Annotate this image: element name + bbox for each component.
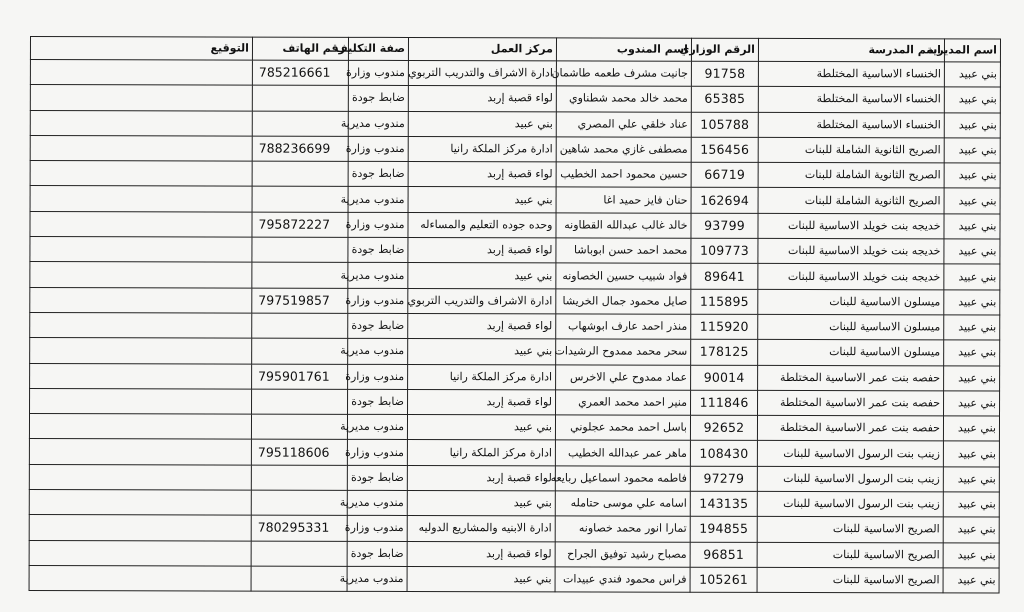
cell-work-center: وحده جوده التعليم والمساءله — [408, 212, 556, 238]
cell-school: الصريح الثانوية الشاملة للبنات — [758, 188, 944, 214]
cell-signature — [29, 490, 251, 516]
cell-school: الخنساء الاساسية المختلطة — [758, 61, 944, 87]
cell-role: مندوب وزارة — [348, 364, 408, 389]
table-row — [29, 565, 999, 593]
cell-phone — [252, 111, 348, 137]
cell-delegate-name: حنان فايز حميد اغا — [556, 187, 691, 213]
table-row — [30, 85, 1000, 113]
cell-signature — [30, 211, 252, 237]
cell-school: ميسلون الاساسية للبنات — [758, 340, 944, 366]
cell-school: زينب بنت الرسول الاساسية للبنات — [757, 441, 943, 467]
header-signature: التوقيع — [30, 37, 252, 61]
cell-directorate: بني عبيد — [943, 543, 999, 568]
cell-directorate: بني عبيد — [944, 62, 1000, 87]
cell-role: مندوب مديرية — [348, 187, 408, 212]
cell-work-center: بني عبيد — [407, 566, 555, 592]
cell-school: الصريح الاساسية للبنات — [757, 517, 943, 543]
cell-signature — [29, 515, 251, 541]
table-row — [29, 490, 999, 518]
cell-work-center: لواء قصبة إربد — [408, 86, 556, 112]
header-school: اسم المدرسة — [758, 38, 944, 61]
cell-role: مندوب مديرية — [347, 566, 407, 591]
cell-role: مندوب وزارة — [347, 440, 407, 465]
cell-work-center: بني عبيد — [407, 491, 555, 517]
cell-school: حفصه بنت عمر الاساسية المختلطة — [757, 416, 943, 442]
cell-role: ضابط جودة — [347, 465, 407, 490]
cell-role: مندوب مديرية — [348, 339, 408, 364]
cell-directorate: بني عبيد — [943, 416, 999, 441]
cell-phone: 780295331 — [251, 515, 347, 541]
cell-signature — [30, 110, 252, 136]
cell-national-id: 115895 — [691, 289, 758, 314]
cell-signature — [29, 439, 251, 465]
cell-school: خديجه بنت خويلد الاساسية للبنات — [758, 238, 944, 264]
cell-directorate: بني عبيد — [943, 441, 999, 466]
table-row — [30, 363, 1000, 391]
table-row — [29, 464, 999, 492]
table-row — [30, 60, 1000, 88]
cell-national-id: 105788 — [691, 112, 758, 137]
cell-work-center: ادارة مركز الملكة رانيا — [407, 440, 555, 466]
cell-delegate-name: صايل محمود جمال الخريشا — [556, 289, 691, 315]
table-row — [30, 312, 1000, 340]
cell-work-center: لواء قصبة إربد — [407, 541, 555, 567]
cell-work-center: لواء قصبة إربد — [408, 238, 556, 264]
cell-directorate: بني عبيد — [944, 87, 1000, 112]
cell-national-id: 92652 — [690, 415, 757, 440]
cell-work-center: بني عبيد — [408, 263, 556, 289]
cell-directorate: بني عبيد — [944, 264, 1000, 289]
cell-directorate: بني عبيد — [944, 163, 1000, 188]
cell-signature — [29, 565, 251, 591]
cell-work-center: ادارة مركز الملكة رانيا — [408, 364, 556, 390]
cell-signature — [30, 388, 252, 414]
cell-role: ضابط جودة — [348, 313, 408, 338]
cell-phone: 785216661 — [252, 60, 348, 86]
cell-directorate: بني عبيد — [944, 239, 1000, 264]
table-row — [30, 262, 1000, 290]
cell-role: مندوب وزارة — [348, 136, 408, 161]
cell-directorate: بني عبيد — [944, 214, 1000, 239]
cell-national-id: 162694 — [691, 188, 758, 213]
cell-signature — [30, 338, 252, 364]
cell-school: حفصه بنت عمر الاساسية المختلطة — [758, 390, 944, 416]
cell-delegate-name: عناد خلقي علي المصري — [556, 111, 691, 137]
cell-role: مندوب مديرية — [347, 490, 407, 515]
cell-delegate-name: عماد ممدوح علي الاخرس — [556, 364, 691, 390]
cell-phone: 795118606 — [251, 440, 347, 466]
cell-signature — [29, 414, 251, 440]
table-row — [29, 540, 999, 568]
header-delegate: اسم المندوب — [556, 38, 691, 61]
delegates-table — [29, 36, 1001, 594]
header-national-id: الرقم الوزاري — [691, 38, 758, 61]
cell-signature — [30, 363, 252, 389]
cell-delegate-name: اسامه علي موسى حتامله — [555, 491, 690, 517]
cell-national-id: 97279 — [690, 466, 757, 491]
cell-work-center: بني عبيد — [408, 111, 556, 137]
header-work-center: مركز العمل — [408, 37, 556, 60]
cell-phone — [252, 85, 348, 111]
header-row — [30, 37, 1000, 63]
cell-work-center: بني عبيد — [408, 339, 556, 365]
cell-phone — [251, 490, 347, 516]
cell-national-id: 194855 — [690, 517, 757, 542]
header-phone: رقم الهاتف — [252, 37, 348, 60]
cell-national-id: 178125 — [691, 339, 758, 364]
cell-directorate: بني عبيد — [943, 492, 999, 517]
cell-role: مندوب وزارة — [348, 60, 408, 85]
cell-phone: 797519857 — [252, 288, 348, 314]
cell-role: ضابط جودة — [348, 162, 408, 187]
cell-school: زينب بنت الرسول الاساسية للبنات — [757, 466, 943, 492]
cell-school: زينب بنت الرسول الاساسية للبنات — [757, 491, 943, 517]
cell-phone: 788236699 — [252, 136, 348, 162]
cell-role: مندوب وزارة — [347, 516, 407, 541]
cell-directorate: بني عبيد — [943, 517, 999, 542]
cell-work-center: بني عبيد — [407, 415, 555, 441]
cell-signature — [30, 287, 252, 313]
cell-school: الخنساء الاساسية المختلطة — [758, 112, 944, 138]
cell-phone — [251, 541, 347, 567]
cell-national-id: 96851 — [690, 542, 757, 567]
cell-delegate-name: منير احمد محمد العمري — [556, 390, 691, 416]
cell-directorate: بني عبيد — [944, 188, 1000, 213]
cell-work-center: لواء قصبة إربد — [408, 313, 556, 339]
cell-signature — [30, 312, 252, 338]
cell-work-center: لواء قصبة إربد — [408, 389, 556, 415]
cell-national-id: 90014 — [691, 365, 758, 390]
table-row — [30, 135, 1000, 163]
cell-national-id: 115920 — [691, 314, 758, 339]
cell-national-id: 111846 — [691, 390, 758, 415]
cell-school: خديجه بنت خويلد الاساسية للبنات — [758, 213, 944, 239]
cell-national-id: 66719 — [691, 162, 758, 187]
cell-directorate: بني عبيد — [944, 365, 1000, 390]
table-row — [29, 439, 999, 467]
cell-delegate-name: باسل احمد محمد عجلوني — [555, 415, 690, 441]
header-directorate: اسم المديرية — [944, 39, 1000, 62]
cell-school: الخنساء الاساسية المختلطة — [758, 87, 944, 113]
cell-national-id: 105261 — [690, 567, 757, 592]
cell-phone: 795901761 — [252, 364, 348, 390]
cell-phone — [251, 566, 347, 592]
cell-role: مندوب وزارة — [348, 288, 408, 313]
table-row — [29, 515, 999, 543]
cell-role: مندوب مديرية — [348, 263, 408, 288]
cell-national-id: 91758 — [691, 61, 758, 86]
cell-role: ضابط جودة — [348, 389, 408, 414]
cell-delegate-name: خالد غالب عبدالله القطاونه — [556, 213, 691, 239]
cell-phone — [252, 338, 348, 364]
cell-signature — [30, 135, 252, 161]
delegates-sheet — [29, 36, 1024, 591]
table-row — [29, 414, 999, 442]
table-body — [29, 60, 1000, 594]
cell-role: مندوب مديرية — [348, 111, 408, 136]
cell-national-id: 109773 — [691, 238, 758, 263]
cell-delegate-name: تمارا انور محمد خصاونه — [555, 516, 690, 542]
cell-signature — [30, 186, 252, 212]
cell-work-center: بني عبيد — [408, 187, 556, 213]
cell-signature — [29, 464, 251, 490]
cell-delegate-name: سحر محمد ممدوح الرشيدات — [556, 339, 691, 365]
cell-school: خديجه بنت خويلد الاساسية للبنات — [758, 264, 944, 290]
cell-phone — [252, 389, 348, 415]
cell-signature — [30, 262, 252, 288]
table-row — [30, 110, 1000, 138]
cell-national-id: 89641 — [691, 264, 758, 289]
table-row — [30, 186, 1000, 214]
cell-directorate: بني عبيد — [944, 315, 1000, 340]
cell-work-center: لواء قصبة إربد — [408, 162, 556, 188]
cell-directorate: بني عبيد — [943, 467, 999, 492]
cell-signature — [30, 161, 252, 187]
cell-school: ميسلون الاساسية للبنات — [758, 314, 944, 340]
cell-school: الصريح الثانوية الشاملة للبنات — [758, 137, 944, 163]
cell-national-id: 156456 — [691, 137, 758, 162]
table-row — [30, 338, 1000, 366]
cell-role: مندوب وزارة — [348, 212, 408, 237]
cell-delegate-name: مصطفى غازي محمد شاهين — [556, 137, 691, 163]
cell-signature — [30, 85, 252, 111]
cell-directorate: بني عبيد — [944, 290, 1000, 315]
cell-delegate-name: ماهر عمر عبدالله الخطيب — [555, 440, 690, 466]
cell-delegate-name: حسين محمود احمد الخطيب — [556, 162, 691, 188]
cell-phone — [251, 465, 347, 491]
cell-delegate-name: فواد شبيب حسين الخصاونه — [556, 263, 691, 289]
cell-directorate: بني عبيد — [944, 391, 1000, 416]
cell-work-center: ادارة الاشراف والتدريب التربوي — [408, 288, 556, 314]
table-row — [30, 287, 1000, 315]
cell-delegate-name: جانيت مشرف طعمه طاشمان — [556, 61, 691, 87]
cell-school: ميسلون الاساسية للبنات — [758, 289, 944, 315]
cell-work-center: ادارة الابنيه والمشاريع الدوليه — [407, 516, 555, 542]
cell-work-center: ادارة الاشراف والتدريب التربوي — [408, 60, 556, 86]
cell-delegate-name: مصباح رشيد توفيق الجراح — [555, 542, 690, 568]
cell-directorate: بني عبيد — [944, 112, 1000, 137]
cell-directorate: بني عبيد — [944, 138, 1000, 163]
cell-school: الصريح الاساسية للبنات — [757, 542, 943, 568]
cell-phone: 795872227 — [252, 212, 348, 238]
cell-phone — [252, 262, 348, 288]
cell-delegate-name: محمد احمد حسن ابوباشا — [556, 238, 691, 264]
cell-national-id: 143135 — [690, 491, 757, 516]
table-row — [30, 388, 1000, 416]
table-row — [30, 161, 1000, 189]
cell-school: الصريح الاساسية للبنات — [757, 567, 943, 593]
cell-signature — [30, 60, 252, 86]
cell-role: ضابط جودة — [348, 237, 408, 262]
cell-national-id: 108430 — [690, 441, 757, 466]
cell-phone — [252, 161, 348, 187]
cell-school: الصريح الثانوية الشاملة للبنات — [758, 163, 944, 189]
cell-directorate: بني عبيد — [944, 340, 1000, 365]
cell-phone — [251, 414, 347, 440]
cell-national-id: 65385 — [691, 87, 758, 112]
cell-role: ضابط جودة — [348, 86, 408, 111]
cell-delegate-name: فراس محمود فندي عبيدات — [555, 567, 690, 593]
cell-school: حفصه بنت عمر الاساسية المختلطة — [758, 365, 944, 391]
cell-role: مندوب مديرية — [347, 414, 407, 439]
cell-phone — [252, 187, 348, 213]
cell-national-id: 93799 — [691, 213, 758, 238]
cell-phone — [252, 237, 348, 263]
table-row — [30, 237, 1000, 265]
cell-signature — [30, 237, 252, 263]
cell-delegate-name: محمد خالد محمد شطناوي — [556, 86, 691, 112]
cell-phone — [252, 313, 348, 339]
header-role: صفة التكليف — [348, 37, 408, 60]
cell-delegate-name: فاطمه محمود اسماعيل ربايعه — [555, 466, 690, 492]
cell-signature — [29, 540, 251, 566]
cell-role: ضابط جودة — [347, 541, 407, 566]
cell-directorate: بني عبيد — [943, 568, 999, 593]
table-row — [30, 211, 1000, 239]
cell-delegate-name: منذر احمد عارف ابوشهاب — [556, 314, 691, 340]
cell-work-center: ادارة مركز الملكة رانيا — [408, 136, 556, 162]
cell-work-center: لواء قصبة إربد — [407, 465, 555, 491]
